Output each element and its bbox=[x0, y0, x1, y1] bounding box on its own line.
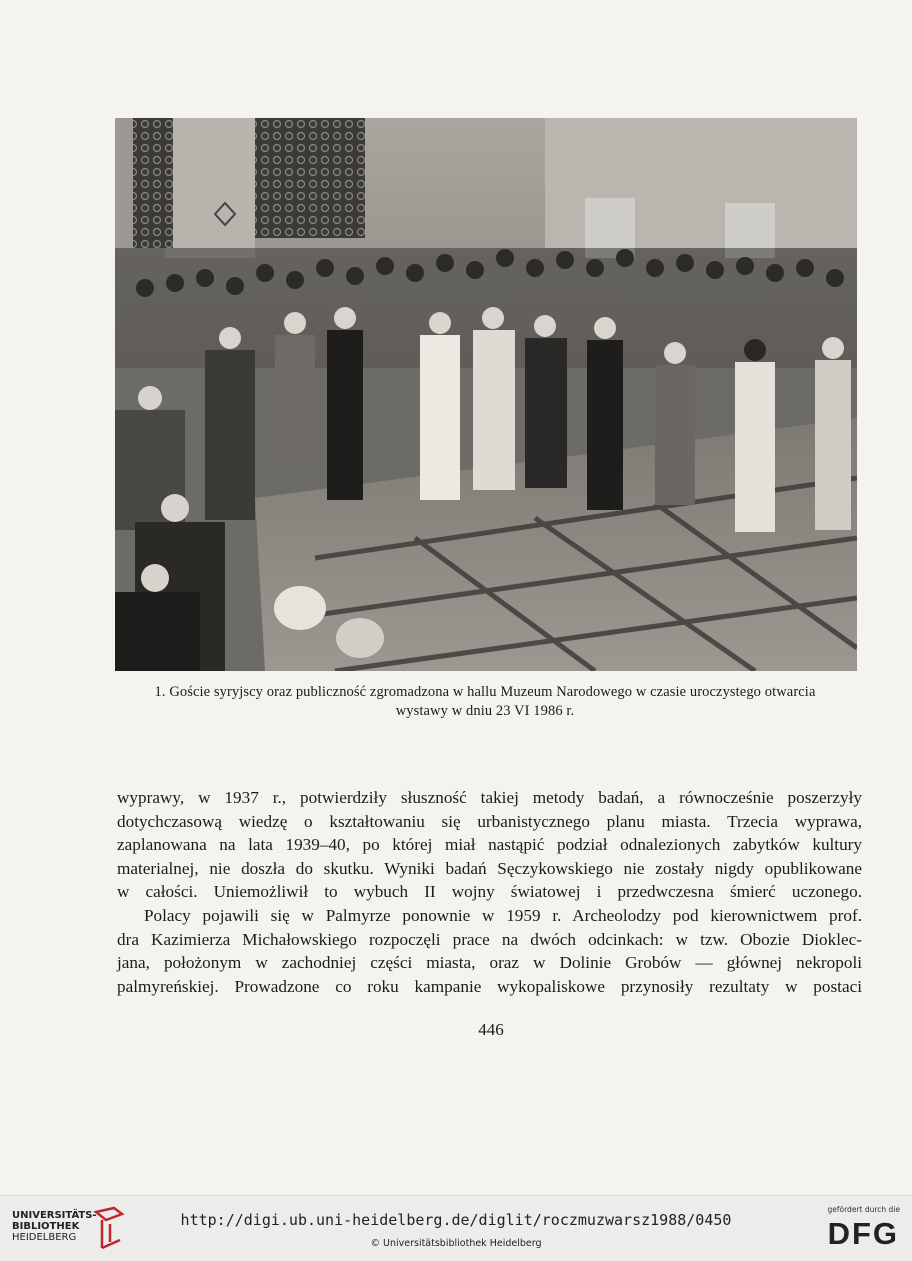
body-text bbox=[117, 786, 862, 998]
viewer-footer bbox=[0, 1195, 912, 1261]
text-line: dra Kazimierza Michałowskiego rozpoczęli prace na dwóch odcinkach: w tzw. Obozie Dioklec- bbox=[117, 929, 862, 949]
text-line: Polacy pojawili się w Palmyrze ponownie w 1959 r. Archeolodzy pod kierownictwem prof. bbox=[144, 905, 862, 925]
photograph-crowd-in-museum-hall bbox=[115, 118, 857, 671]
text-line: w całości. Uniemożliwił to wybuch II wojny światowej i przedwczesna śmierć uczonego. bbox=[117, 882, 862, 902]
text-line: palmyreńskiej. Prowadzone co roku kampanie wykopaliskowe przynosiły rezultaty w postaci bbox=[117, 976, 862, 996]
copyright-notice: © Universitätsbibliothek Heidelberg bbox=[370, 1238, 542, 1249]
text-line: dotychczasową wiedzę o kształtowaniu się urbanistycznego planu miasta. Trzecia wyprawa, bbox=[117, 811, 862, 831]
library-name-line-1: UNIVERSITÄTS- bbox=[12, 1210, 97, 1221]
text-line: wyprawy, w 1937 r., potwierdziły słuszność takiej metody badań, a równocześnie poszerzyły bbox=[117, 788, 862, 807]
text-line: zaplanowana na lata 1939–40, po której miał nastąpić podział odnalezionych zabytków kultury bbox=[117, 835, 862, 855]
figure-caption bbox=[100, 683, 870, 721]
library-name-line-3: HEIDELBERG bbox=[12, 1232, 77, 1243]
dfg-logo[interactable]: DFG bbox=[827, 1216, 899, 1251]
text-line: materialnej, nie doszła do skutku. Wyniki badań Sęczykowskiego nie zostały nigdy opublikowane bbox=[117, 858, 862, 878]
paragraph-1 bbox=[117, 786, 862, 904]
library-name-line-2: BIBLIOTHEK bbox=[12, 1221, 80, 1232]
permalink-url[interactable]: http://digi.ub.uni-heidelberg.de/diglit/roczmuzwarsz1988/0450 bbox=[180, 1211, 732, 1229]
text-line: jana, położonym w zachodniej części miasta, oraz w Dolinie Grobów — głównej nekropoli bbox=[117, 953, 862, 973]
caption-line-2: wystawy w dniu 23 VI 1986 r. bbox=[395, 703, 575, 719]
caption-line-1: 1. Goście syryjscy oraz publiczność zgromadzona w hallu Muzeum Narodowego w czasie uroczystego otwarcia bbox=[154, 684, 816, 700]
funding-note: gefördert durch die bbox=[827, 1205, 900, 1214]
paragraph-2 bbox=[117, 904, 862, 998]
page-number: 446 bbox=[478, 1020, 504, 1039]
